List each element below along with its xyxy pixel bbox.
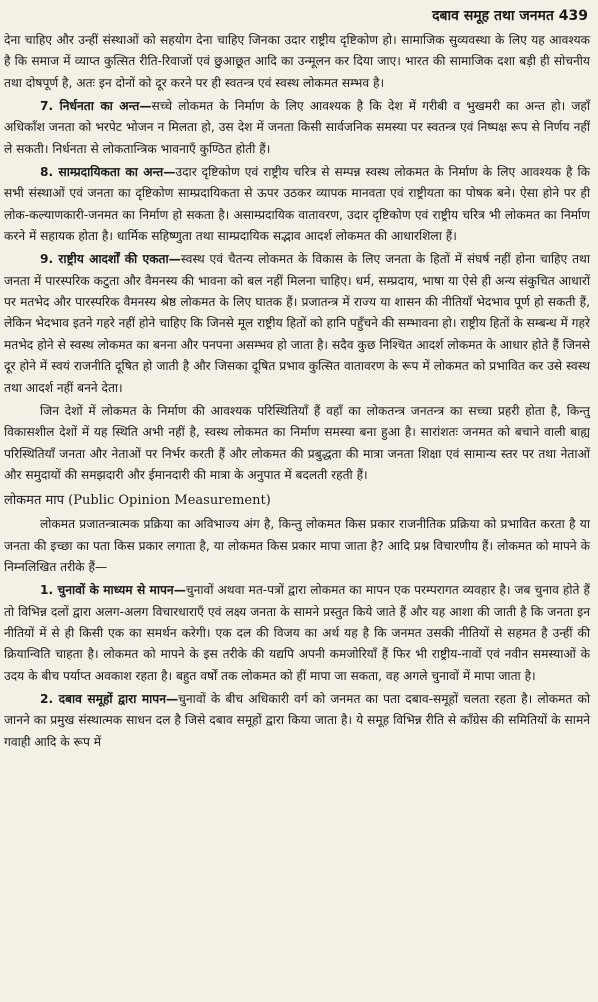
paragraph-method-1	[4, 580, 590, 687]
para-text: चुनावों के बीच अधिकारी वर्ग को जनमत का पता दबाव-समूहों चलता रहता है। लोकमत को जानने का प्रमुख संस्थात्मक साधन दल है जिसे दबाव समूहों द्वारा किया जाता है। ये समूह विभिन्न रीति से काँग्रेस की समितियों के सामने गवाही आदि के रूप में	[4, 691, 590, 749]
para-text: चुनावों अथवा मत-पत्रों द्वारा लोकमत का मापन एक परम्परागत व्यवहार है। जब चुनाव होते हैं तो विभिन्न दलों द्वारा अलग-अलग विचारधाराएँ एवं लक्ष्य जनता के सामने प्रस्तुत किये जाते हैं और यह आशा की जाती है कि जनता इन नीतियों में से ही किसी एक का समर्थन करेगी। एक दल की विजय का अर्थ यह है कि जनमत उसकी नीतियों से सहमत है उन्हीं की क्रियान्विति चाहता है। लोकमत को मापने के इस तरीके की यद्यपि अपनी कमजोरियाँ हैं फिर भी राष्ट्रीय-नावों एवं नवीन समस्याओं के उदय के बीच पर्याप्त अवकाश रहता है। बहुत वर्षों तक लोकमत को हीं मापा जा सकता, वह अगले चुनावों में मापा जाता है।	[4, 583, 590, 683]
paragraph-point-7	[4, 96, 590, 160]
paragraph-intro	[4, 30, 590, 94]
para-text: स्वस्थ एवं चैतन्य लोकमत के विकास के लिए जनता के हितों में संघर्ष नहीं होना चाहिए तथा जनता में पारस्परिक कटुता और वैमनस्य की भावना को बल नहीं मिलना चाहिए। धर्म, सम्प्रदाय, भाषा या ऐसे ही अन्य संकुचित आधारों पर मतभेद और पारस्परिक वैमनस्य श्रेष्ठ लोकमत के लिए घातक हैं। प्रजातन्त्र में राज्य या शासन की नीतियाँ भेदभाव पूर्ण हो सकती हैं, लेकिन भेदभाव इतने गहरे नहीं होने चाहिए कि जिनसे मूल राष्ट्रीय हितों को हानि पहुँचने की सम्भावना हो। राष्ट्रीय हितों के सम्बन्ध में गहरे मतभेद होने से स्वस्थ लोकमत का बनना और पनपना असम्भव हो जाता है। सदैव कुछ निश्चित आदर्श लोकमत के आधार होते हैं जिनसे दूर होने में स्वयं राजनीति दूषित हो जाती है और जिसका दूषित प्रभाव कुत्सित वातावरण के रूप में लोकमत को प्रभावित कर उसे स्वस्थ तथा आदर्श नहीं बनने देता।	[4, 252, 590, 395]
para-lead: 7. निर्धनता का अन्त—	[40, 99, 152, 114]
para-text: सच्चे लोकमत के निर्माण के लिए आवश्यक है कि देश में गरीबी व भुखमरी का अन्त हो। जहाँ अधिकाँश जनता को भरपेट भोजन न मिलता हो, उस देश में जनता किसी सार्वजनिक समस्या पर स्वतन्त्र एवं निष्पक्ष रूप से निर्णय नहीं ले सकती। निर्धनता से लोकतान्त्रिक भावनाएँ कुण्ठित होती हैं।	[4, 99, 590, 156]
para-lead: 2. दबाव समूहों द्वारा मापन—	[40, 691, 179, 706]
para-text: उदार दृष्टिकोण एवं राष्ट्रीय चरित्र से सम्पन्न स्वस्थ लोकमत के निर्माण के लिए आवश्यक है कि सभी संस्थाओं एवं जनता का दृष्टिकोण साम्प्रदायिकता से ऊपर उठकर व्यापक मानवता एवं राष्ट्रीयता का पोषक बने। ऐसा होने पर ही लोक-कल्याणकारी-जनमत का निर्माण हो सकता है। असाम्प्रदायिक वातावरण, उदार दृष्टिकोण एवं राष्ट्रीय चरित्र भी लोकमत का निर्माण करने में सहायक होता है। धार्मिक सहिष्णुता तथा साम्प्रदायिक सद्भाव आदर्श लोकमत की आधारशिला हैं।	[4, 165, 590, 244]
section-title-english: (Public Opinion Measurement)	[68, 493, 271, 509]
paragraph-method-2	[4, 689, 590, 753]
para-text: जिन देशों में लोकमत के निर्माण की आवश्यक परिस्थितियाँ हैं वहाँ का लोकतन्त्र जनतन्त्र का सच्चा प्रहरी होता है, किन्तु विकासशील देशों में यह स्थिति अभी नहीं है, स्वस्थ लोकमत का निर्माण समस्या बना हुआ है। सारांशतः जनमत को बचाने वाली बाह्य परिस्थितियाँ जनता और नेताओं पर निर्भर करती हैं और लोकमत की प्रबुद्धता की मात्रा जनता शिक्षा एवं सामान्य स्तर पर तथा नेताओं और समुदायों की समझदारी और ईमानदारी की मात्रा के अनुपात में बदलती रहती हैं।	[4, 403, 590, 482]
section-heading	[4, 490, 590, 512]
para-lead: 9. राष्ट्रीय आदर्शों की एकता—	[40, 252, 181, 267]
paragraph-measurement-intro	[4, 514, 590, 578]
para-text: लोकमत प्रजातन्त्रात्मक प्रक्रिया का अविभाज्य अंग है, किन्तु लोकमत किस प्रकार राजनीतिक प्रक्रिया को प्रभावित करता है या जनता की इच्छा का पता किस प्रकार लगाता है, या लोकमत किस प्रकार मापा जाता है? आदि प्रश्न विचारणीय हैं। लोकमत को मापने के निम्नलिखित तरीके हैं—	[4, 517, 590, 574]
para-lead: 1. चुनावों के माध्यम से मापन—	[40, 583, 186, 598]
para-text: देना चाहिए और उन्हीं संस्थाओं को सहयोग देना चाहिए जिनका उदार राष्ट्रीय दृष्टिकोण हो। सामाजिक सुव्यवस्था के लिए यह आवश्यक है कि समाज में व्याप्त कुत्सित रीति-रिवाजों एवं छुआछूत आदि का उन्मूलन कर दिया जाए। भारत की सामाजिक दशा बड़ी ही सोचनीय तथा दोषपूर्ण है, अतः इन दोनों को दूर करने पर ही स्वतन्त्र एवं स्वस्थ लोकमत सम्भव है।	[4, 33, 590, 90]
running-head: दबाव समूह तथा जनमत 439	[432, 8, 588, 24]
para-lead: 8. साम्प्रदायिकता का अन्त—	[40, 165, 176, 180]
paragraph-point-8	[4, 162, 590, 247]
paragraph-point-9	[4, 249, 590, 398]
section-title-hindi: लोकमत माप	[4, 493, 65, 509]
paragraph-summary	[4, 401, 590, 486]
